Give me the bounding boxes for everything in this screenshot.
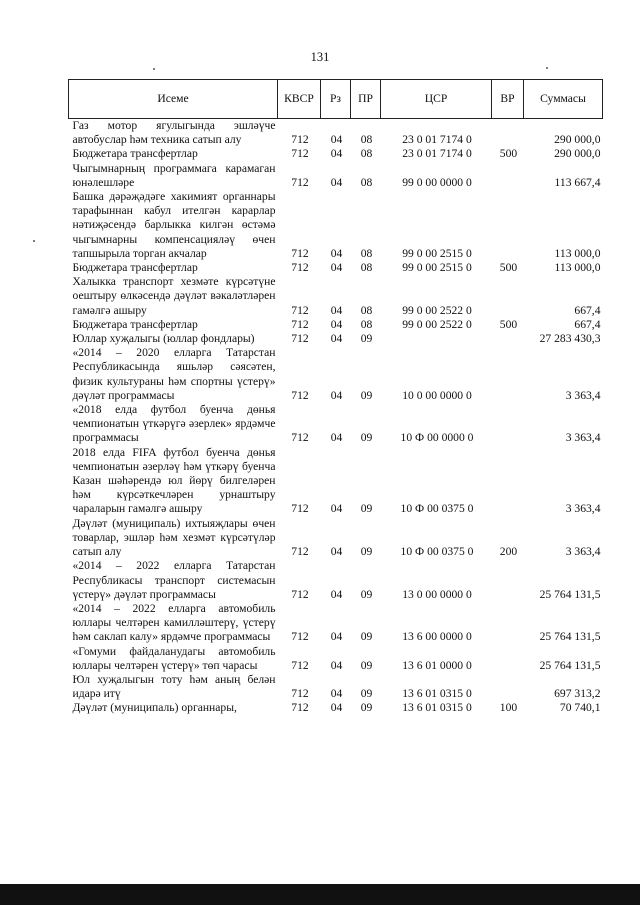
cell-pr: 09 bbox=[360, 687, 373, 701]
cell-kvsr: 712 bbox=[291, 687, 309, 701]
cell-sum: 27 283 430,3 bbox=[539, 332, 601, 346]
cell-rz: 04 bbox=[330, 261, 343, 275]
cell-rz: 04 bbox=[330, 175, 343, 189]
cell-name: Юллар хуҗалыгы (юллар фондлары) bbox=[72, 332, 255, 346]
cell-sum: 25 764 131,5 bbox=[539, 658, 601, 672]
cell-name: Халыкка транспорт хезмәте күрсәтүне оештыру өлкәсендә дәүләт вәкаләтләрен гамәлгә ашыру bbox=[72, 275, 276, 317]
cell-name: Бюджетара трансфертлар bbox=[72, 147, 198, 161]
table-row bbox=[69, 190, 603, 261]
cell-rz: 04 bbox=[330, 431, 343, 445]
cell-sum: 70 740,1 bbox=[559, 701, 601, 715]
cell-csr: 13 6 01 0315 0 bbox=[402, 687, 472, 701]
cell-csr: 99 0 00 0000 0 bbox=[402, 175, 472, 189]
header-rz: Рз bbox=[321, 80, 351, 119]
cell-pr: 08 bbox=[360, 317, 373, 331]
table-row bbox=[69, 446, 603, 517]
cell-name: «2014 – 2022 елларга Татарстан Республикасы транспорт системасын үстерү» дәүләт программасы bbox=[72, 559, 276, 601]
cell-rz: 04 bbox=[330, 133, 343, 147]
cell-kvsr: 712 bbox=[291, 630, 309, 644]
cell-kvsr: 712 bbox=[291, 317, 309, 331]
cell-pr: 08 bbox=[360, 147, 373, 161]
cell-vr bbox=[492, 446, 524, 517]
cell-pr: 08 bbox=[360, 175, 373, 189]
cell-csr bbox=[381, 332, 492, 346]
cell-kvsr: 712 bbox=[291, 545, 309, 559]
cell-csr: 23 0 01 7174 0 bbox=[402, 133, 472, 147]
scan-speck bbox=[153, 68, 155, 70]
cell-pr: 09 bbox=[360, 388, 373, 402]
cell-pr: 08 bbox=[360, 246, 373, 260]
table-row bbox=[69, 645, 603, 673]
cell-csr: 13 0 00 0000 0 bbox=[402, 587, 472, 601]
header-kvsr: КВСР bbox=[278, 80, 321, 119]
cell-pr: 09 bbox=[360, 332, 373, 346]
table-row bbox=[69, 346, 603, 403]
table-row bbox=[69, 275, 603, 318]
cell-kvsr: 712 bbox=[291, 658, 309, 672]
cell-vr: 500 bbox=[499, 317, 518, 331]
cell-rz: 04 bbox=[330, 317, 343, 331]
table-row bbox=[69, 147, 603, 161]
cell-sum: 3 363,4 bbox=[565, 502, 601, 516]
cell-name: 2018 елда FIFA футбол буенча дөнья чемпионатын әзерләү һәм үткәрү буенча Казан шәһәрендә юл йөрү билгеләрен һәм күрсәткечләрен урнаштыру чараларын гамәлгә ашыру bbox=[72, 445, 276, 516]
cell-sum: 667,4 bbox=[574, 317, 601, 331]
cell-name: Газ мотор ягулыгында эшләүче автобуслар һәм техника сатып алу bbox=[72, 119, 276, 147]
table-row bbox=[69, 602, 603, 645]
cell-rz: 04 bbox=[330, 303, 343, 317]
table-row bbox=[69, 261, 603, 275]
cell-vr bbox=[492, 162, 524, 190]
cell-rz: 04 bbox=[330, 502, 343, 516]
cell-vr: 200 bbox=[499, 545, 518, 559]
cell-sum: 3 363,4 bbox=[565, 431, 601, 445]
cell-rz: 04 bbox=[330, 388, 343, 402]
table-row bbox=[69, 332, 603, 346]
cell-name: Бюджетара трансфертлар bbox=[72, 317, 198, 331]
header-pr: ПР bbox=[351, 80, 381, 119]
table-row bbox=[69, 673, 603, 701]
cell-vr bbox=[492, 645, 524, 673]
table-header-row bbox=[69, 80, 603, 119]
cell-rz: 04 bbox=[330, 332, 343, 346]
cell-kvsr: 712 bbox=[291, 332, 309, 346]
cell-kvsr: 712 bbox=[291, 502, 309, 516]
cell-rz: 04 bbox=[330, 701, 343, 715]
cell-pr: 09 bbox=[360, 502, 373, 516]
cell-pr: 09 bbox=[360, 545, 373, 559]
cell-vr bbox=[492, 673, 524, 701]
cell-rz: 04 bbox=[330, 147, 343, 161]
cell-sum: 697 313,2 bbox=[554, 687, 601, 701]
cell-sum: 113 000,0 bbox=[554, 246, 601, 260]
cell-rz: 04 bbox=[330, 687, 343, 701]
table-row bbox=[69, 403, 603, 446]
cell-sum: 667,4 bbox=[574, 303, 601, 317]
cell-name: «2018 елда футбол буенча дөнья чемпионатын үткәрүгә әзерлек» ярдәмче программасы bbox=[72, 403, 276, 445]
cell-csr: 10 Ф 00 0375 0 bbox=[400, 502, 474, 516]
cell-vr bbox=[492, 559, 524, 602]
cell-csr: 99 0 00 2522 0 bbox=[402, 317, 472, 331]
cell-csr: 23 0 01 7174 0 bbox=[402, 147, 472, 161]
cell-sum: 113 667,4 bbox=[554, 175, 601, 189]
cell-name: Дәүләт (муниципаль) органнары, bbox=[72, 701, 237, 715]
cell-name: «2014 – 2022 елларга автомобиль юллары челтәрен камилләштерү, үстерү һәм саклап калу» ярдәмче программасы bbox=[72, 601, 276, 644]
cell-vr bbox=[492, 332, 524, 346]
cell-sum: 290 000,0 bbox=[554, 133, 601, 147]
table-row bbox=[69, 559, 603, 602]
cell-sum: 25 764 131,5 bbox=[539, 630, 601, 644]
header-sum: Суммасы bbox=[524, 80, 603, 119]
cell-csr: 13 6 01 0000 0 bbox=[402, 658, 472, 672]
cell-csr: 99 0 00 2515 0 bbox=[402, 246, 472, 260]
cell-pr: 09 bbox=[360, 658, 373, 672]
cell-vr: 500 bbox=[499, 261, 518, 275]
header-name: Исеме bbox=[69, 80, 278, 119]
cell-vr bbox=[492, 346, 524, 403]
cell-pr: 09 bbox=[360, 701, 373, 715]
cell-vr bbox=[492, 275, 524, 318]
cell-pr: 09 bbox=[360, 431, 373, 445]
cell-pr: 09 bbox=[360, 630, 373, 644]
cell-kvsr: 712 bbox=[291, 246, 309, 260]
cell-vr bbox=[492, 119, 524, 148]
cell-sum: 3 363,4 bbox=[565, 388, 601, 402]
cell-csr: 13 6 00 0000 0 bbox=[402, 630, 472, 644]
cell-csr: 99 0 00 2515 0 bbox=[402, 261, 472, 275]
cell-sum: 25 764 131,5 bbox=[539, 587, 601, 601]
cell-kvsr: 712 bbox=[291, 133, 309, 147]
cell-kvsr: 712 bbox=[291, 261, 309, 275]
cell-name: Юл хуҗалыгын тоту һәм аның белән идарә итү bbox=[72, 672, 276, 701]
page-number: 131 bbox=[310, 50, 330, 64]
cell-kvsr: 712 bbox=[291, 701, 309, 715]
cell-pr: 09 bbox=[360, 587, 373, 601]
cell-name: Чыгымнарның программага карамаган юнәлешләре bbox=[72, 161, 276, 189]
cell-name: «2014 – 2020 елларга Татарстан Республикасында яшьләр сәясәтен, физик культураны һәм спортны үстерү» дәүләт программасы bbox=[72, 346, 276, 402]
budget-table bbox=[68, 79, 603, 716]
cell-sum: 113 000,0 bbox=[554, 261, 601, 275]
cell-pr: 08 bbox=[360, 133, 373, 147]
cell-csr: 10 Ф 00 0000 0 bbox=[400, 431, 474, 445]
header-vr: ВР bbox=[492, 80, 524, 119]
cell-csr: 99 0 00 2522 0 bbox=[402, 303, 472, 317]
cell-kvsr: 712 bbox=[291, 303, 309, 317]
table-row bbox=[69, 162, 603, 190]
cell-name: «Гомуми файдаланудагы автомобиль юллары челтәрен үстерү» төп чарасы bbox=[72, 644, 276, 672]
header-csr: ЦСР bbox=[381, 80, 492, 119]
table-row bbox=[69, 701, 603, 715]
scan-speck bbox=[33, 240, 35, 242]
cell-csr: 10 0 00 0000 0 bbox=[402, 388, 472, 402]
table-row bbox=[69, 517, 603, 560]
cell-vr: 100 bbox=[499, 701, 518, 715]
cell-vr bbox=[492, 403, 524, 446]
cell-kvsr: 712 bbox=[291, 175, 309, 189]
cell-pr: 08 bbox=[360, 261, 373, 275]
cell-kvsr: 712 bbox=[291, 431, 309, 445]
cell-name: Башка дәрәҗәдәге хакимият органнары тарафыннан кабул ителгән карарлар нәтиҗәсендә барлыкка килгән өстәмә чыгымнарны компенсацияләү өчен тапшырыла торган акчалар bbox=[72, 190, 276, 260]
cell-pr: 08 bbox=[360, 303, 373, 317]
cell-name: Бюджетара трансфертлар bbox=[72, 261, 198, 275]
cell-rz: 04 bbox=[330, 545, 343, 559]
cell-vr bbox=[492, 602, 524, 645]
cell-name: Дәүләт (муниципаль) ихтыяҗлары өчен товарлар, эшләр һәм хезмәт күрсәтүләр сатып алу bbox=[72, 516, 276, 559]
cell-sum: 290 000,0 bbox=[554, 147, 601, 161]
cell-csr: 10 Ф 00 0375 0 bbox=[400, 545, 474, 559]
scan-speck bbox=[546, 67, 548, 69]
cell-rz: 04 bbox=[330, 246, 343, 260]
cell-kvsr: 712 bbox=[291, 587, 309, 601]
table-row bbox=[69, 318, 603, 332]
cell-rz: 04 bbox=[330, 658, 343, 672]
table-row bbox=[69, 119, 603, 148]
scan-bottom-edge bbox=[0, 884, 640, 905]
cell-sum: 3 363,4 bbox=[565, 545, 601, 559]
cell-vr bbox=[492, 190, 524, 261]
cell-vr: 500 bbox=[499, 147, 518, 161]
cell-csr: 13 6 01 0315 0 bbox=[402, 701, 472, 715]
cell-rz: 04 bbox=[330, 630, 343, 644]
cell-kvsr: 712 bbox=[291, 147, 309, 161]
cell-kvsr: 712 bbox=[291, 388, 309, 402]
cell-rz: 04 bbox=[330, 587, 343, 601]
